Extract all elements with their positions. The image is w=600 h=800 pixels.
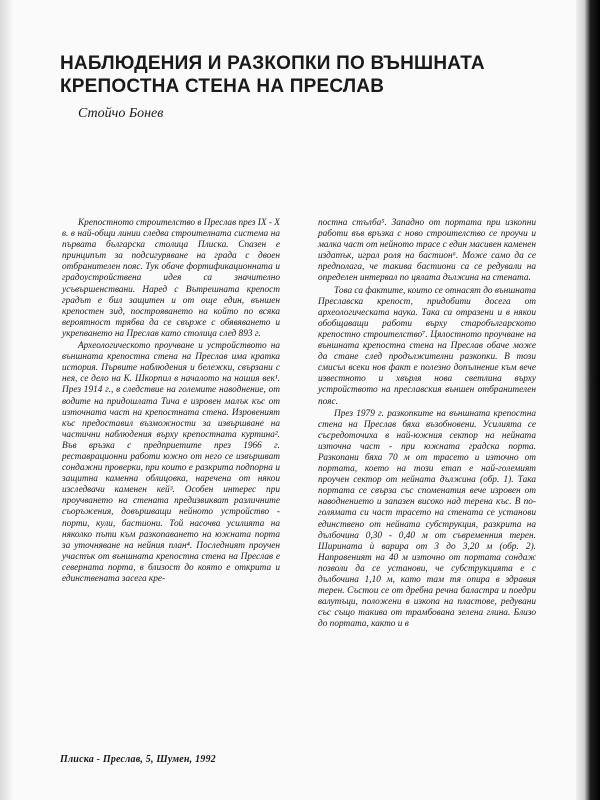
- article-title: НАБЛЮДЕНИЯ И РАЗКОПКИ ПО ВЪНШНАТА КРЕПОСТНА СТЕНА НА ПРЕСЛАВ: [60, 53, 485, 97]
- paragraph: Крепостното строителство в Преслав през IX - X в. в най-общи линии следва строителната система на първата българска столица Плиска. Спазен е принципът за подсигуряване на града с двоен отбранителен пояс. Тук обаче фортификационната и градоустройствена идея са значително усъвършенствани. Наред с Вътрешната крепост градът е бил защитен и от още един, външен крепостен зид, построяването на който по всяка вероятност трябва да се свърже с обявяването и укрепването на Преслав като столица след 893 г.: [62, 218, 280, 339]
- paragraph: През 1979 г. разкопките на външната крепостна стена на Преслав бяха възобновени. Усилията се съсредоточиха в най-южния сектор на нейната източна част - при южната градска порта. Разкопани бяха 70 м от трасето и източно от портата, което на този етап е най-големият проучен сектор от нейната дължина (обр. 1). Така портата се свърза със споменатия вече изровен от наводнението и запазен високо над терена къс. В по-голямата си част трасето на стената се установи единствено от нейната субструкция, разкрита на дълбочина 0,30 - 0,40 м от съвременния терен. Ширината ѝ варира от 3 до 3,20 м (обр. 2). Направеният на 40 м източно от портата сондаж позволи да се установи, че субструкцията е с дълбочина 1,10 м, като там тя опира в здравия терен. Състои се от дребна речна баластра и поедри валутъци, положени в изкопа на пластове, редувани със също такива от трамбована зелена глина. Близо до портата, както и в: [318, 408, 536, 630]
- page-right-binding-shadow: [576, 0, 600, 800]
- paragraph: Това са фактите, които се отнасят до външната Преславска крепост, придобити досега от археологическата наука. Така са отразени и в някои обобщаващи работи върху старобългарското крепостно строителство⁷. Цялостното проучване на външната крепостна стена на Преслав обаче може да стане след продължителни разкопки. В този смисъл всеки нов факт е полезно допълнение към вече известното и хвърля нова светлина върху устройството на преславския външен отбранителен пояс.: [318, 285, 536, 407]
- page-left-shadow: [0, 0, 12, 800]
- paragraph: Археологическото проучване и устройството на външната крепостна стена на Преслав има кратка история. Първите наблюдения и бележки, свързани с нея, се дело на К. Шкорпил в началото на нашия век¹. През 1914 г., в следствие на големите наводнение, от водите на придошлата Тича е изровен малък къс от източната част на крепостната стена. Изровеният къс предоставил възможности за извършване на частични наблюдения върху крепостната куртина². Във връзка с предприетите през 1966 г. реставрационни работи южно от него се извършват сондажни проверки, при които е разкрита подпорна и защитна каменна облицовка, наречена от някои изследвачи каменен кей³. Особен интерес при проучването на стената предизвикват различните съоръжения, довършващи нейното устройство - порти, кули, бастиони. Той насочва усилията на няколко пъти към разкопаването на южната порта за уточняване на нейния план⁴. Последният проучен участък от външната крепостна стена на Преслав е северната порта, в близост до която е открита и единствената засега кре-: [62, 341, 280, 584]
- left-text-column: [62, 218, 280, 586]
- right-text-column: [318, 218, 536, 631]
- paragraph: постна стълба⁵. Западно от портата при изкопни работи във връзка с ново строителство се проучи и малка част от нейното трасе с един масивен каменен издатък, играл роля на бастион⁶. Може само да се предполага, че такива бастиони са се редували на определен интервал по цялата дължина на стената.: [318, 218, 536, 284]
- page-footer-citation: Плиска - Преслав, 5, Шумен, 1992: [60, 754, 216, 765]
- article-author: Стойчо Бонев: [78, 106, 164, 121]
